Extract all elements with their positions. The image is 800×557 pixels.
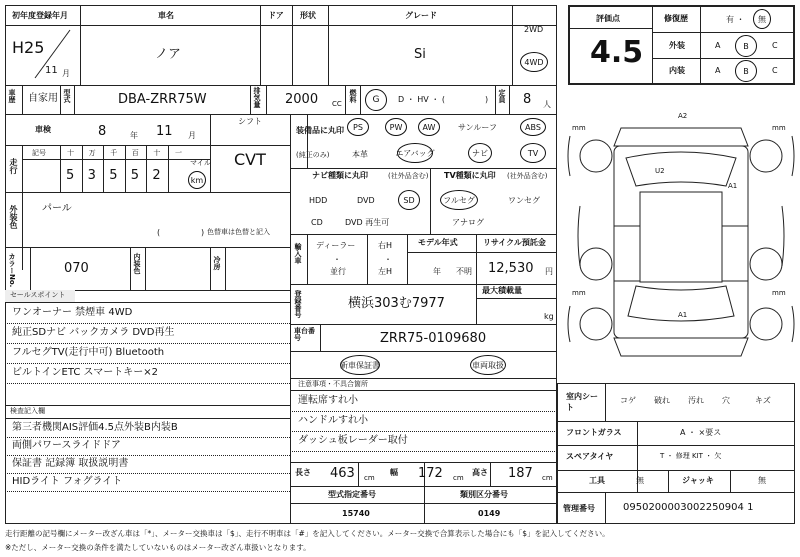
navi-sd-circled: SD (398, 190, 420, 210)
footer-line1: 走行距離の記号欄にメーター改ざん車は「*」、メーター交換車は「$」、走行不明車は「#」を記入してください。メーター交換で合算表示した場合にも「$」を記入してください。 (5, 529, 610, 538)
note-line: ダッシュ板レーダー取付 (298, 435, 408, 446)
mileage-unit-label: 十 (67, 149, 74, 157)
equip-0-circled: PS (347, 118, 369, 136)
plate-value: 横浜303む7977 (348, 296, 445, 311)
mile-label: マイル (190, 159, 211, 167)
mileage-unit-label: 千 (110, 149, 118, 157)
tools-label: 工具 (589, 476, 605, 485)
first-reg-month: 11 (45, 65, 58, 76)
navi-title: ナビ種類に丸印 (312, 171, 368, 180)
fuel-label: 燃料 (349, 89, 357, 103)
import-dot1: ・ (333, 255, 341, 264)
equipment-subtitle: (純正のみ) (296, 151, 330, 159)
category-label: 車歴 (8, 89, 16, 103)
car-name: ノア (155, 47, 182, 62)
windshield-label: フロントガラス (566, 428, 622, 437)
max-load-unit: kg (544, 312, 554, 321)
model-value: DBA-ZRR75W (118, 92, 207, 107)
door-label: ドア (268, 11, 284, 20)
color-no-value: 070 (64, 261, 89, 276)
plate-label: 登録番号 (294, 290, 302, 318)
sales-point-line: フルセグTV(走行中可) Bluetooth (12, 347, 165, 358)
km-circled: km (188, 171, 206, 189)
width-unit: cm (453, 474, 464, 482)
shift-label: シフト (238, 117, 262, 126)
mileage-unit-label: 一 (175, 149, 182, 157)
length-label: 長さ (295, 468, 311, 477)
ac-label: 冷房 (213, 256, 221, 270)
capacity-value: 8 (523, 92, 532, 107)
car-damage-diagram (566, 106, 796, 376)
footer-line2: ※ただし、メーター交換の条件を満たしていないものはメーター改ざん車扱いとなります。 (5, 543, 311, 552)
note-line: 運転席すれ小 (298, 395, 358, 406)
rating-label: 評価点 (596, 14, 620, 23)
interior-item: 破れ (654, 396, 670, 405)
inspector-line: 保証書 記録簿 取扱説明書 (12, 458, 129, 469)
mileage-record-label: 記号 (32, 149, 46, 157)
jack-label: ジャッキ (682, 476, 714, 485)
recycle-value: 12,530 (488, 261, 534, 276)
model-year-unit: 年 (433, 267, 441, 276)
int-grade-a: A (715, 66, 721, 75)
diagram-ref: U2 (655, 167, 665, 175)
diagram-a1: A1 (728, 182, 738, 190)
fuel-selected-circled: G (365, 89, 387, 111)
equip-1-circled: PW (385, 118, 407, 136)
grade-label: グレード (405, 11, 437, 20)
shift-value: CVT (234, 150, 266, 169)
diagram-a1b: A1 (678, 311, 688, 319)
length-unit: cm (364, 474, 375, 482)
int-grade-b-circled: B (735, 60, 757, 82)
navi-cd: CD (311, 218, 323, 227)
inspection-month: 11 (156, 124, 173, 139)
interior-item: キズ (755, 396, 771, 405)
navi-dvd-play: DVD 再生可 (345, 218, 390, 227)
first-reg-era: H25 (12, 38, 45, 57)
mileage-unit-label: 百 (131, 149, 139, 157)
inspection-label: 車検 (35, 125, 51, 134)
repair-options: 有 ・ (726, 15, 745, 24)
color-note-open: ( (157, 228, 161, 237)
inspector-line: HIDライト フォグライト (12, 476, 123, 487)
equip2-3-circled: TV (520, 143, 546, 163)
control-no-label: 管理番号 (563, 504, 595, 513)
drive-4wd-circled: 4WD (520, 52, 548, 72)
chassis-label: 車台番号 (294, 327, 315, 342)
equipment-title: 装備品に丸印 (296, 126, 344, 135)
month-unit: 月 (62, 69, 70, 78)
tv-analog: アナログ (452, 218, 484, 227)
rating-value: 4.5 (590, 35, 644, 70)
import-parallel: 並行 (330, 267, 346, 276)
model-year-label: モデル年式 (418, 238, 458, 247)
mileage-digit: 5 (66, 168, 75, 183)
ext-grade-c: C (772, 41, 778, 50)
drive-2wd: 2WD (524, 25, 544, 34)
jack-value: 無 (758, 476, 766, 485)
navi-dvd: DVD (357, 196, 375, 205)
shape-label: 形状 (300, 11, 316, 20)
displacement-value: 2000 (285, 92, 319, 107)
width-label: 幅 (390, 468, 398, 477)
fuel-close: ) (485, 95, 489, 104)
import-right-h: 右H (378, 241, 393, 250)
int-grade-label: 内装 (669, 66, 685, 75)
equip2-2-circled: ナビ (468, 143, 492, 163)
navi-hdd: HDD (309, 196, 328, 205)
interior-item: コゲ (620, 396, 636, 405)
max-load-label: 最大積載量 (482, 286, 522, 295)
ext-grade-label: 外装 (669, 41, 685, 50)
height-value: 187 (508, 466, 533, 481)
equip2-1-circled: エアバッグ (397, 143, 433, 163)
mileage-label: 走行 (9, 158, 18, 174)
sales-point-line: ビルトインETC スマートキー×2 (12, 367, 159, 378)
equip-sunroof: サンルーフ (458, 123, 497, 132)
spare-label: スペアタイヤ (566, 452, 614, 461)
color-note: 色替車は色替と記入 (207, 228, 270, 236)
warranty-manual-circled: 車両取扱 (470, 355, 506, 375)
exterior-color-value: パール (42, 203, 72, 214)
inspection-year-unit: 年 (130, 131, 138, 140)
control-no-value: 0950200003002250904 1 (623, 502, 754, 513)
tv-sub: (社外品含む) (507, 172, 548, 180)
height-unit: cm (542, 474, 553, 482)
mileage-digit: 5 (109, 168, 118, 183)
diagram-a2: A2 (678, 112, 688, 120)
fuel-options: D ・ HV ・ ( (398, 95, 445, 104)
notes-label: 注意事項・不具合箇所 (298, 380, 368, 388)
import-dot2: ・ (384, 255, 392, 264)
cc-unit: CC (332, 100, 342, 108)
color-note-close: ) (201, 228, 205, 237)
first-reg-label: 初年度登録年月 (12, 11, 68, 20)
capacity-unit: 人 (543, 100, 551, 109)
tv-oneseg: ワンセグ (508, 196, 540, 205)
equip-leather: 本革 (352, 150, 368, 159)
color-no-label: カラーNo. (8, 253, 16, 288)
tools-value: 無 (636, 476, 644, 485)
mm-1: mm (572, 124, 586, 132)
chassis-value: ZRR75-0109680 (380, 331, 487, 346)
interior-item: 汚れ (688, 396, 704, 405)
sales-point-line: ワンオーナー 禁煙車 4WD (12, 307, 133, 318)
note-line: ハンドルすれ小 (298, 415, 368, 426)
length-value: 463 (330, 466, 355, 481)
windshield-value: A ・ ×要ス (680, 428, 722, 437)
mm-3: mm (572, 289, 586, 297)
width-value: 172 (418, 466, 443, 481)
mileage-unit-label: 万 (88, 149, 96, 157)
capacity-label: 定員 (498, 89, 506, 103)
interior-item: 穴 (722, 396, 730, 405)
exterior-color-label: 外装色 (9, 205, 18, 229)
equip-4-circled: ABS (520, 118, 546, 136)
model-year-unknown: 不明 (456, 267, 472, 276)
height-label: 高さ (472, 468, 488, 477)
type-no-label: 型式指定番号 (328, 490, 376, 499)
type-no-value: 15740 (342, 509, 370, 518)
recycle-label: リサイクル預託金 (483, 238, 546, 247)
mileage-digit: 5 (130, 168, 140, 183)
category-value: 自家用 (28, 93, 58, 104)
ext-grade-b-circled: B (735, 35, 757, 57)
displacement-label: 排気量 (253, 87, 261, 108)
mileage-digit: 2 (152, 168, 161, 183)
recycle-unit: 円 (545, 267, 553, 276)
grade-value: Si (414, 47, 426, 62)
repair-label: 修復歴 (664, 14, 688, 23)
tv-title: TV種類に丸印 (444, 171, 496, 180)
import-left-h: 左H (378, 267, 393, 276)
equip-2-circled: AW (418, 118, 440, 136)
import-dealer: ディーラー (316, 241, 356, 250)
car-name-label: 車名 (158, 11, 174, 20)
interior-color-label: 内装色 (133, 253, 141, 274)
model-label: 型式 (63, 89, 71, 103)
inspection-year: 8 (98, 124, 107, 139)
inspector-line: 両側パワースライドドア (12, 440, 121, 451)
inspector-line: 第三者機関AIS評価4.5点外装B内装B (12, 422, 178, 433)
class-no-label: 類別区分番号 (460, 490, 508, 499)
inspector-label: 検査記入欄 (10, 407, 45, 415)
class-no-value: 0149 (478, 509, 501, 518)
tv-fullseg-circled: フルセグ (440, 190, 478, 210)
mm-4: mm (772, 289, 786, 297)
ext-grade-a: A (715, 41, 721, 50)
import-label: 輸入車 (294, 243, 302, 264)
interior-sheet-label: 室内シート (566, 392, 598, 413)
navi-sub: (社外品含む) (388, 172, 429, 180)
mileage-unit-label: 十 (153, 149, 161, 157)
mileage-digit: 3 (87, 168, 96, 183)
repair-none-circled: 無 (753, 9, 771, 29)
mm-2: mm (772, 124, 786, 132)
int-grade-c: C (772, 66, 778, 75)
sales-point-line: 純正SDナビ バックカメラ DVD再生 (12, 327, 175, 338)
inspection-month-unit: 月 (188, 131, 196, 140)
sales-points-label: セールスポイント (10, 291, 66, 299)
warranty-new-circled: 新車保証書 (340, 355, 380, 375)
spare-value: T ・ 修理 KIT ・ 欠 (660, 452, 722, 460)
